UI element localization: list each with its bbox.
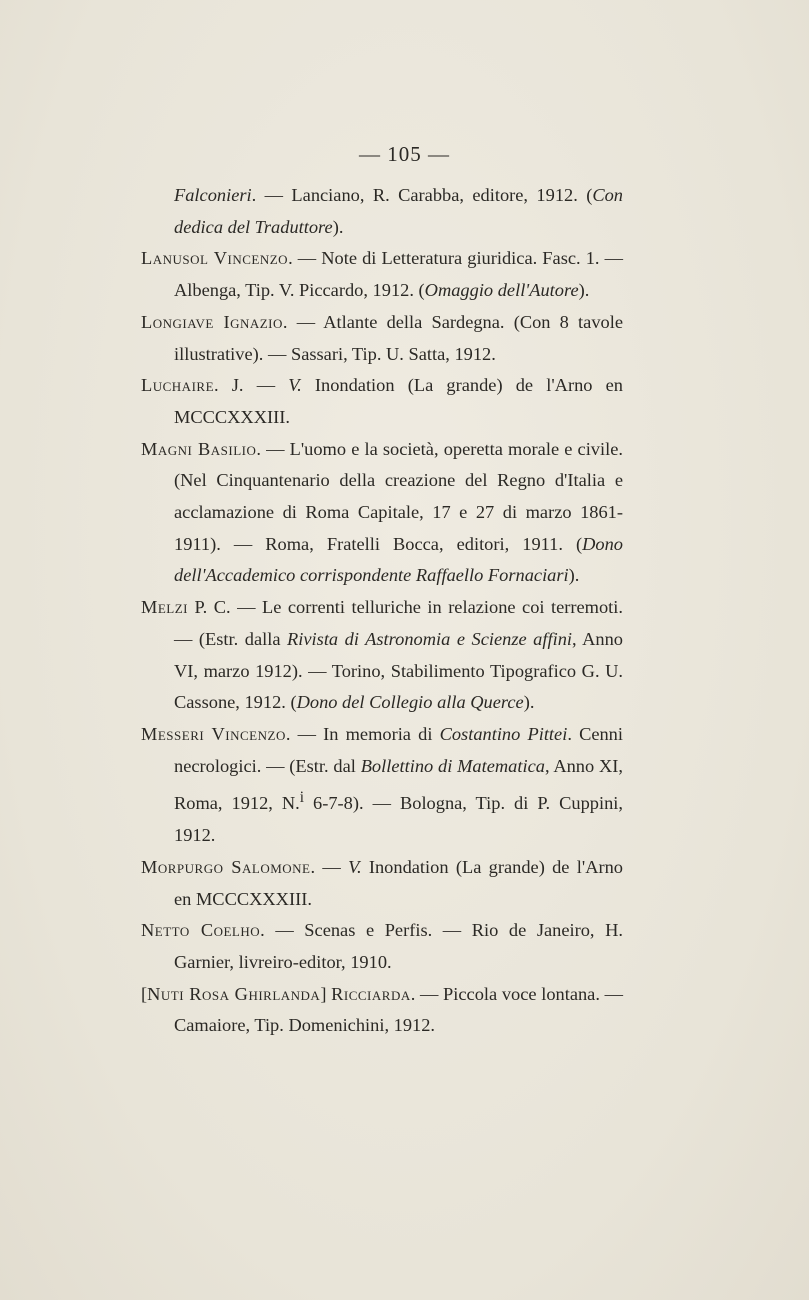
- bibliography-entry: Falconieri. — Lanciano, R. Carabba, editore, 1912. (Con dedica del Traduttore).: [174, 185, 623, 237]
- bibliography-entry: Netto Coelho. — Scenas e Perfis. — Rio de Janeiro, H. Garnier, livreiro-editor, 1910.: [141, 920, 623, 972]
- bibliography-entry: Longiave Ignazio. — Atlante della Sardegna. (Con 8 tavole illustrative). — Sassari, Tip. U. Satta, 1912.: [141, 311, 623, 364]
- bibliography-entry: Melzi P. C. — Le correnti telluriche in relazione coi terremoti. — (Estr. dalla Rivista di Astronomia e Scienze affini, Anno VI, marzo 1912). — Torino, Stabilimento Tipografico G. U. Cassone, 1912. (Dono del Collegio alla Querce).: [141, 597, 623, 713]
- bibliography-entry: Luchaire. J. — V. Inondation (La grande) de l'Arno en MCCCXXXIII.: [141, 375, 623, 427]
- bibliography-entry: Morpurgo Salomone. — V. Inondation (La grande) de l'Arno en MCCCXXXIII.: [141, 856, 623, 909]
- bibliography-entry: Messeri Vincenzo. — In memoria di Costantino Pittei. Cenni necrologici. — (Estr. dal Bollettino di Matematica, Anno XI, Roma, 1912, N.$^i$ 6-7-8). — Bologna, Tip. di P. Cuppini, 1912.: [141, 723, 623, 846]
- bibliography-list: [141, 180, 623, 1042]
- bibliography-entry: Lanusol Vincenzo. — Note di Letteratura giuridica. Fasc. 1. — Albenga, Tip. V. Piccardo, 1912. (Omaggio dell'Autore).: [141, 248, 623, 301]
- bibliography-entry: Magni Basilio. — L'uomo e la società, operetta morale e civile. (Nel Cinquantenario della creazione del Regno d'Italia e acclamazione di Roma Capitale, 17 e 27 di marzo 1861-1911). — Roma, Fratelli Bocca, editori, 1911. (Dono dell'Accademico corrispondente Raffaello Fornaciari).: [141, 438, 623, 586]
- bibliography-entry: [Nuti Rosa Ghirlanda] Ricciarda. — Piccola voce lontana. — Camaiore, Tip. Domenichini, 1912.: [141, 983, 623, 1036]
- page-number: — 105 —: [359, 142, 450, 166]
